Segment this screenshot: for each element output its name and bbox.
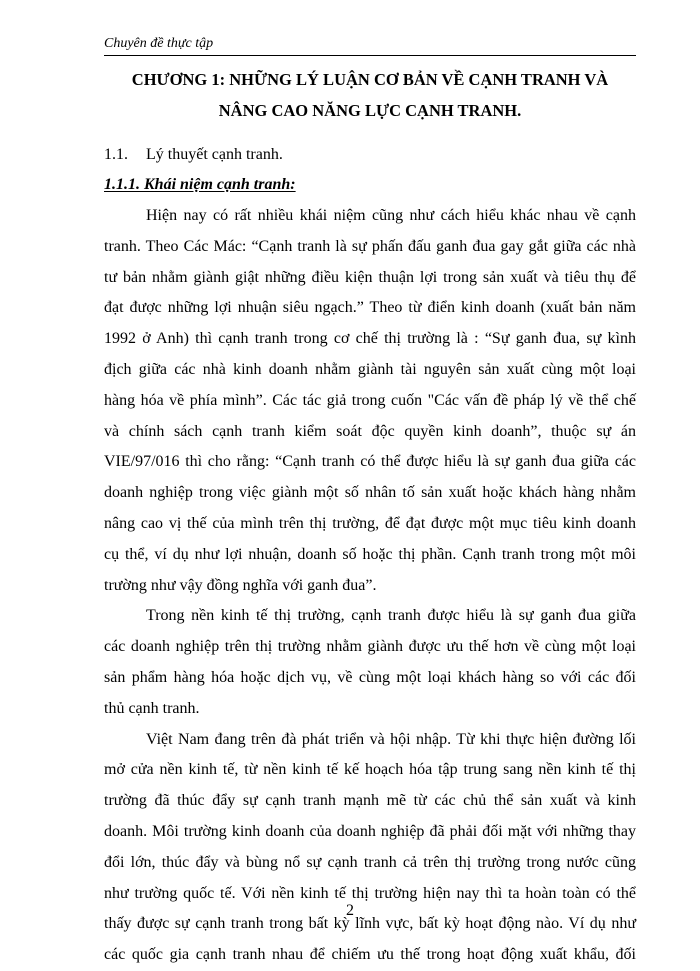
paragraph-line: và chính sách cạnh tranh kiểm soát độc quyền kinh doanh”, thuộc sự án [104, 422, 636, 440]
running-header: Chuyên đề thực tập [104, 36, 214, 51]
section-number: 1.1. [104, 146, 128, 163]
paragraph-line: trường đã thúc đẩy sự cạnh tranh mạnh mẽ từ các chủ thể sản xuất và kinh [104, 792, 636, 810]
paragraph-line: Việt Nam đang trên đà phát triển và hội nhập. Từ khi thực hiện đường lối [146, 730, 636, 748]
paragraph-line: tranh. Theo Các Mác: “Cạnh tranh là sự phấn đấu ganh đua gay gắt giữa các nhà [104, 237, 636, 255]
paragraph-line: doanh nghiệp trong việc giành một số nhân tố sản xuất hoặc khách hàng nhằm [104, 484, 636, 502]
chapter-title-line: NÂNG CAO NĂNG LỰC CẠNH TRANH. [218, 101, 522, 120]
paragraph-line: mở cửa nền kinh tế, từ nền kinh tế kế hoạch hóa tập trung sang nền kinh tế thị [104, 761, 636, 779]
paragraph-line: đạt được những lợi nhuận siêu ngạch.” Theo từ điển kinh doanh (xuất bản năm [104, 299, 636, 317]
section-title: Lý thuyết cạnh tranh. [146, 146, 283, 163]
paragraph-line: thấy được sự cạnh tranh trong bất kỳ lĩnh vực, bất kỳ hoạt động nào. Ví dụ như [104, 915, 636, 933]
paragraph-line: đổi lớn, thúc đẩy và bùng nổ sự cạnh tranh cả trên thị trường trong nước cũng [104, 853, 636, 871]
page-number: 2 [346, 902, 354, 919]
paragraph-line: các doanh nghiệp trên thị trường nhằm giành được ưu thế hơn về cùng một loại [104, 638, 636, 656]
paragraph-line: hàng hóa về phía mình”. Các tác giả trong cuốn "Các vấn đề pháp lý về thể chế [104, 391, 636, 409]
section-heading [104, 146, 283, 164]
paragraph [104, 601, 636, 724]
header-rule [104, 55, 636, 56]
subsection-heading: 1.1.1. Khái niệm cạnh tranh: [104, 176, 296, 193]
paragraph-line: tư bản nhằm giành giật những điều kiện thuận lợi trong sản xuất và tiêu thụ để [104, 268, 636, 286]
chapter-title [104, 64, 636, 126]
chapter-title-line: CHƯƠNG 1: NHỮNG LÝ LUẬN CƠ BẢN VỀ CẠNH TRANH VÀ [131, 70, 609, 89]
paragraph-line: sản phẩm hàng hóa hoặc dịch vụ, về cùng một loại khách hàng so với các đối [104, 668, 636, 686]
paragraph [104, 725, 636, 971]
paragraph-line: Trong nền kinh tế thị trường, cạnh tranh được hiểu là sự ganh đua giữa [146, 607, 636, 625]
paragraph-line: địch giữa các nhà kinh doanh nhằm giành tài nguyên sản xuất cùng một loại [104, 360, 636, 378]
paragraph [104, 201, 636, 601]
paragraph-line: các quốc gia cạnh tranh nhau để chiếm ưu thế trong hoạt động xuất khẩu, đối [104, 946, 636, 964]
body-text [104, 201, 636, 971]
paragraph-line: trường như vậy đồng nghĩa với ganh đua”. [104, 576, 377, 594]
paragraph-line: cụ thể, ví dụ như lợi nhuận, doanh số hoặc thị phần. Cạnh tranh trong một môi [104, 545, 636, 563]
paragraph-line: VIE/97/016 thì cho rằng: “Cạnh tranh có thể được hiểu là sự ganh đua giữa các [104, 453, 636, 471]
paragraph-line: như trường quốc tế. Với nền kinh tế thị trường hiện nay thì ta hoàn toàn có thể [104, 884, 636, 902]
paragraph-line: 1992 ở Anh) thì cạnh tranh trong cơ chế thị trường là : “Sự ganh đua, sự kình [104, 330, 636, 348]
paragraph-line: Hiện nay có rất nhiều khái niệm cũng như cách hiểu khác nhau về cạnh [146, 207, 636, 224]
paragraph-line: doanh. Môi trường kinh doanh của doanh nghiệp đã phải đối mặt với những thay [104, 822, 636, 840]
paragraph-line: thủ cạnh tranh. [104, 699, 200, 717]
paragraph-line: nâng cao vị thế của mình trên thị trường, để đạt được một mục tiêu kinh doanh [104, 514, 636, 532]
